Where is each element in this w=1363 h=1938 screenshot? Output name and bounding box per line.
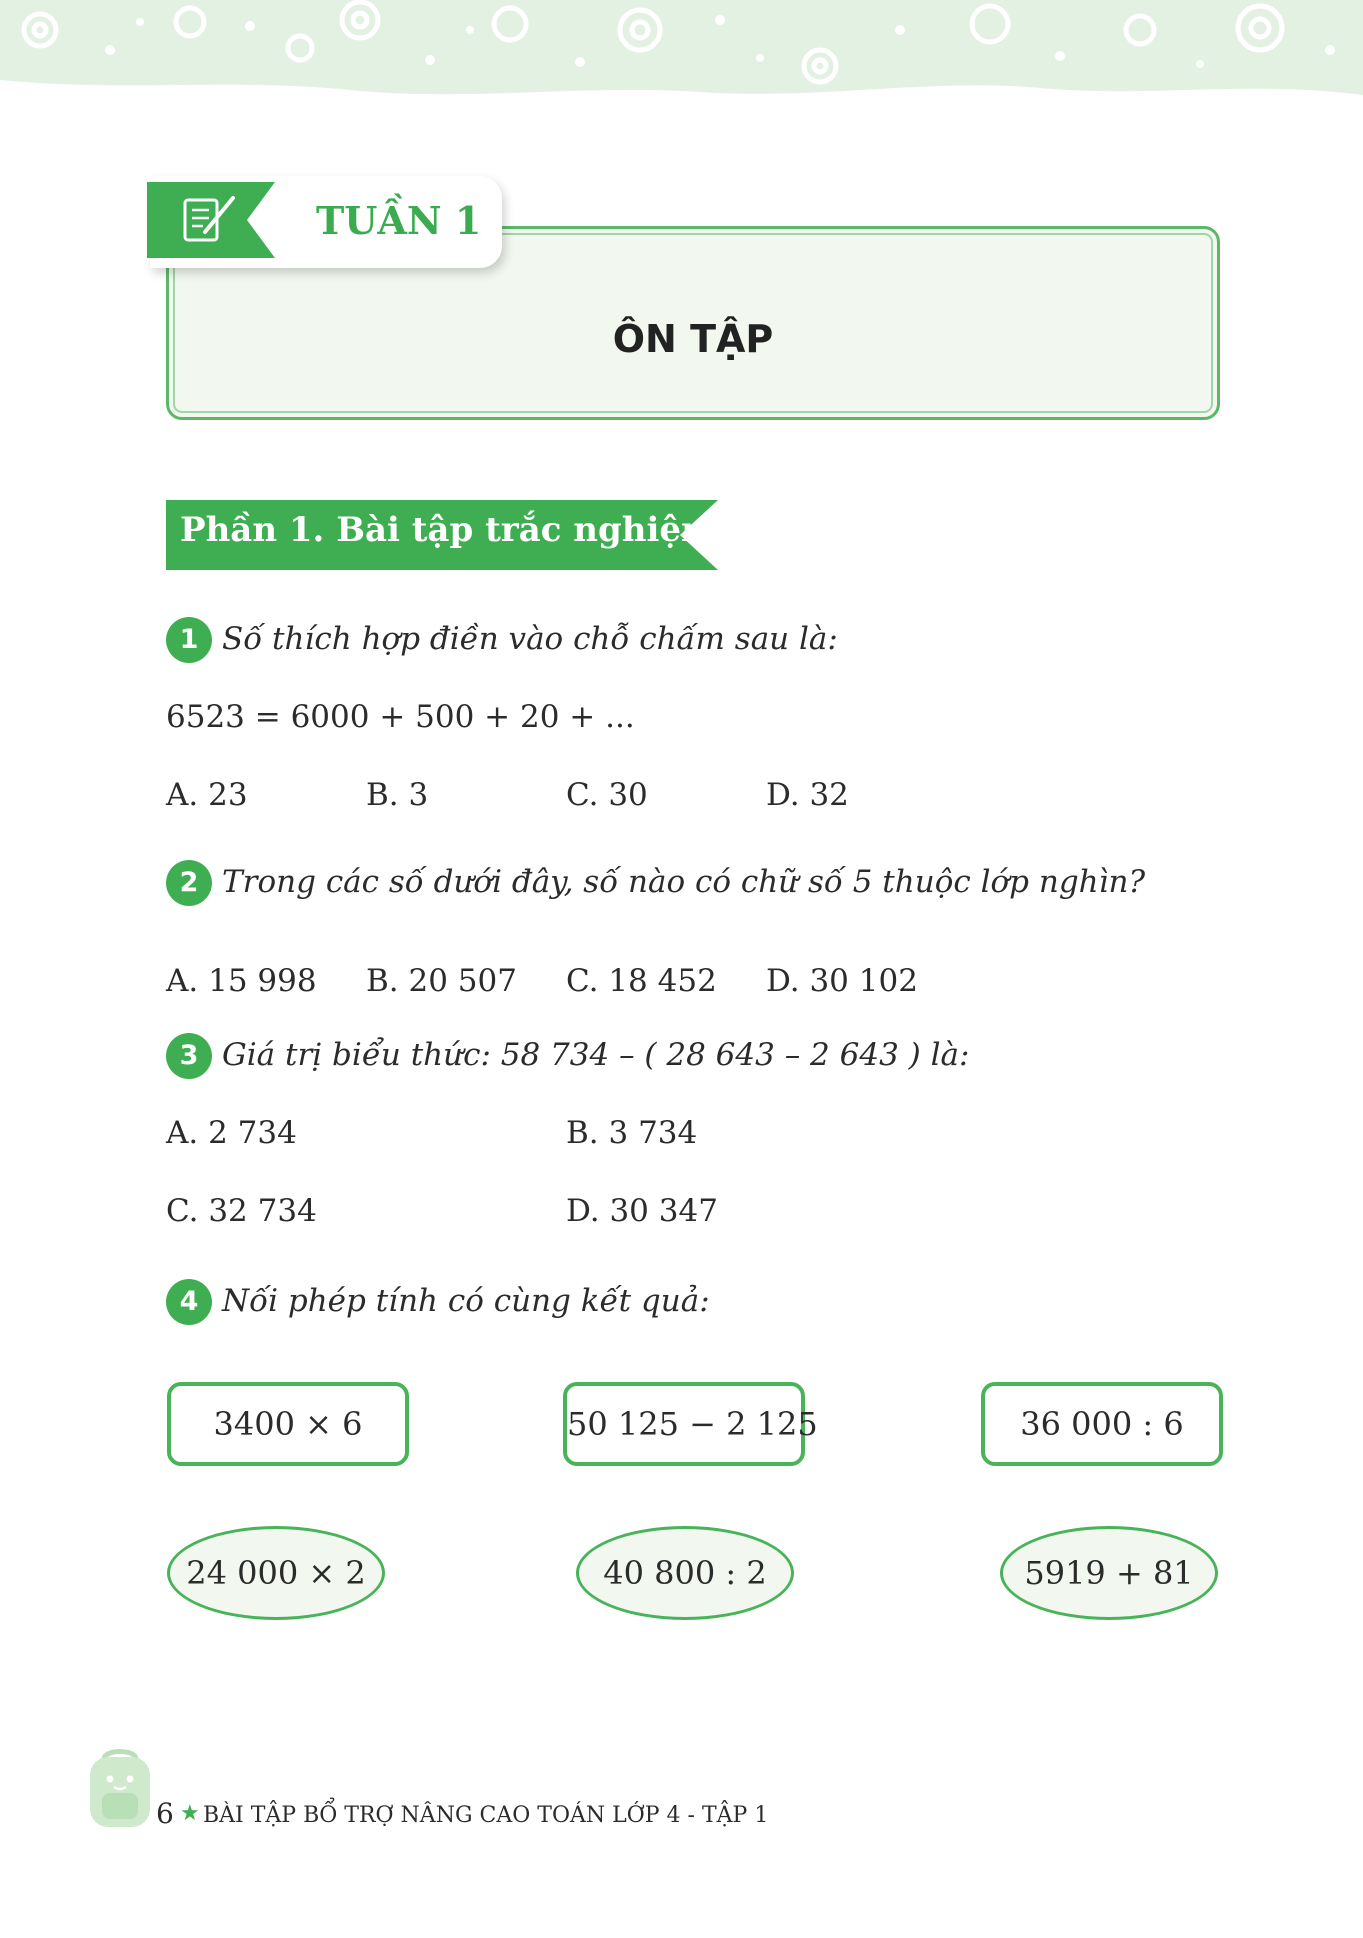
answer-option-c: C. 32 734 xyxy=(166,1193,317,1229)
question-prompt: Số thích hợp điền vào chỗ chấm sau là: xyxy=(222,621,838,657)
answer-option-b: B. 3 734 xyxy=(566,1115,698,1151)
question-expression: 6523 = 6000 + 500 + 20 + ... xyxy=(166,699,635,735)
answer-option-a: A. 23 xyxy=(166,777,248,813)
answer-option-c: C. 18 452 xyxy=(566,963,717,999)
question-number-badge: 1 xyxy=(166,617,212,663)
match-result-oval[interactable]: 24 000 × 2 xyxy=(167,1526,385,1620)
question-prompt: Nối phép tính có cùng kết quả: xyxy=(222,1283,710,1319)
week-label: TUẦN 1 xyxy=(316,198,482,243)
question-number-badge: 3 xyxy=(166,1033,212,1079)
question-number-badge: 4 xyxy=(166,1279,212,1325)
backpack-icon xyxy=(80,1745,160,1833)
answer-option-a: A. 2 734 xyxy=(166,1115,297,1151)
question-prompt: Trong các số dưới đây, số nào có chữ số 5 thuộc lớp nghìn? xyxy=(222,864,1146,900)
star-icon: ★ xyxy=(180,1801,200,1826)
question-prompt: Giá trị biểu thức: 58 734 – ( 28 643 – 2 643 ) là: xyxy=(222,1037,970,1073)
match-result-oval[interactable]: 40 800 : 2 xyxy=(576,1526,794,1620)
pencil-notepad-icon xyxy=(147,182,275,258)
match-expression-box[interactable]: 50 125 − 2 125 xyxy=(563,1382,805,1466)
page-number: 6 xyxy=(156,1797,174,1830)
lesson-title: ÔN TẬP xyxy=(612,317,774,361)
answer-option-b: B. 20 507 xyxy=(366,963,517,999)
header-pattern xyxy=(0,0,1363,110)
question-number-badge: 2 xyxy=(166,860,212,906)
answer-option-c: C. 30 xyxy=(566,777,648,813)
match-expression-box[interactable]: 36 000 : 6 xyxy=(981,1382,1223,1466)
match-result-oval[interactable]: 5919 + 81 xyxy=(1000,1526,1218,1620)
match-expression-box[interactable]: 3400 × 6 xyxy=(167,1382,409,1466)
answer-option-d: D. 30 347 xyxy=(566,1193,718,1229)
answer-option-a: A. 15 998 xyxy=(166,963,317,999)
answer-option-d: D. 32 xyxy=(766,777,849,813)
answer-option-d: D. 30 102 xyxy=(766,963,918,999)
part-heading: Phần 1. Bài tập trắc nghiệm xyxy=(180,510,717,550)
book-title: BÀI TẬP BỔ TRỢ NÂNG CAO TOÁN LỚP 4 - TẬP 1 xyxy=(203,1803,769,1828)
answer-option-b: B. 3 xyxy=(366,777,429,813)
